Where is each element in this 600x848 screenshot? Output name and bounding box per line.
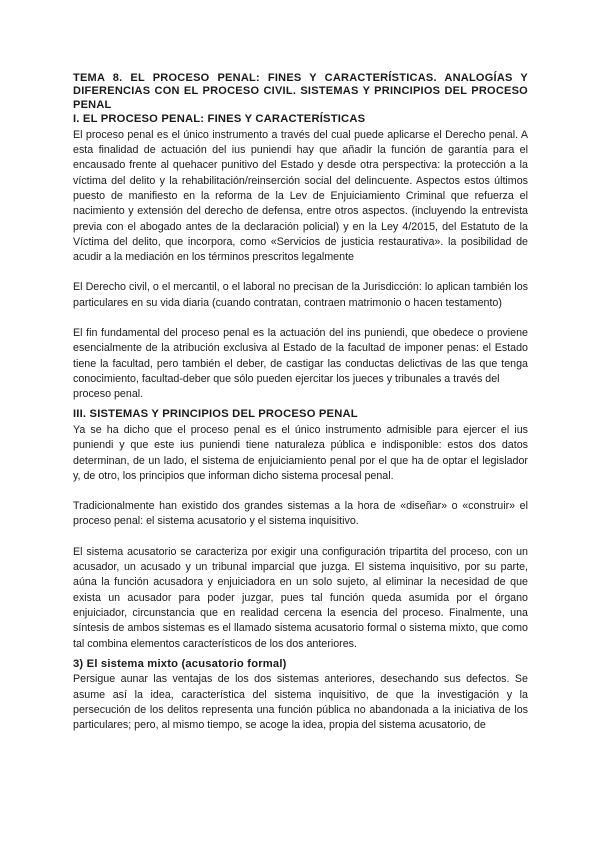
section-heading-fines: I. EL PROCESO PENAL: FINES Y CARACTERÍSTICAS — [73, 113, 366, 126]
document-body — [73, 72, 528, 734]
subsection-heading-sistema-mixto: 3) El sistema mixto (acusatorio formal) — [73, 657, 287, 670]
document-title: TEMA 8. EL PROCESO PENAL: FINES Y CARACTERÍSTICAS. ANALOGÍAS Y DIFERENCIAS CON EL PROCESO CIVIL. SISTEMAS Y PRINCIPIOS DEL PROCESO PENAL — [73, 72, 528, 111]
paragraph: El fin fundamental del proceso penal es la actuación del ins puniendi, que obedece o proviene esencialmente de la atribución exclusiva al Estado de la facultad de imponer penas: el Estado tiene la facultad, pero también el deber, de castigar las conductas delictivas de las que tenga conocimiento, facultad-deber que sólo pueden ejercitar los jueces y tribunales a través del — [73, 326, 528, 385]
spacer — [73, 484, 528, 499]
spacer — [73, 265, 528, 280]
paragraph: El sistema acusatorio se caracteriza por exigir una configuración tripartita del proceso, con un acusador, un acusado y un tribunal imparcial que juzga. El sistema inquisitivo, por su parte, aúna la función acusadora y enjuiciadora en un solo sujeto, al eliminar la necesidad de que exista un acusador para poder juzgar, pues tal función queda asumida por el órgano enjuiciador, circunstancia que en realidad cercena la esencia del proceso. Finalmente, una síntesis de ambos sistemas es el llamado sistema acusatorio formal o sistema mixto, que como tal combina elementos característicos de los dos anteriores. — [73, 545, 528, 650]
paragraph: Tradicionalmente han existido dos grandes sistemas a la hora de «diseñar» o «construir» el proceso penal: el sistema acusatorio y el sistema inquisitivo. — [73, 500, 528, 528]
paragraph: Persigue aunar las ventajas de los dos sistemas anteriores, desechando sus defectos. Se asume así la idea, característica del sistema inquisitivo, de que la investigación y la persecución de los delitos representa una función pública no abandonada a la iniciativa de los particulares; pero, al mismo tiempo, se acoge la idea, propia del sistema acusatorio, de — [73, 673, 528, 732]
spacer — [73, 311, 528, 326]
paragraph: proceso penal. — [73, 388, 144, 401]
spacer — [73, 530, 528, 545]
section-heading-sistemas: III. SISTEMAS Y PRINCIPIOS DEL PROCESO PENAL — [73, 408, 358, 421]
paragraph: El Derecho civil, o el mercantil, o el laboral no precisan de la Jurisdicción: lo aplican también los particulares en su vida diaria (cuando contratan, contraen matrimonio o hacen testamento) — [73, 281, 528, 309]
paragraph: Ya se ha dicho que el proceso penal es el único instrumento admisible para ejercer el ius puniendi y que este ius puniendi tiene naturaleza pública e indisponible: estos dos datos determinan, de un lado, el sistema de enjuiciamiento penal por el que ha de optar el legislador y, de otro, los principios que informan dicho sistema procesal penal. — [73, 423, 528, 482]
paragraph: El proceso penal es el único instrumento a través del cual puede aplicarse el Derecho penal. A esta finalidad de actuación del ius puniendi hay que añadir la función de garantía para el encausado frente al quehacer punitivo del Estado y desde otra perspectiva: la protección a la víctima del delito y la rehabilitación/reinserción social del delincuente. Aspectos estos últimos puesto de manifiesto en la reforma de la Lev de Enjuiciamiento Criminal que refuerza el nacimiento y extensión del derecho de defensa, entre otros aspectos. (incluyendo la entrevista previa con el abogado antes de la declaración policial) y en la Ley 4/2015, del Estatuto de la Víctima del delito, que incorpora, como «Servicios de justicia restaurativa». la posibilidad de acudir a la mediación en los términos prescritos legalmente — [73, 128, 528, 264]
